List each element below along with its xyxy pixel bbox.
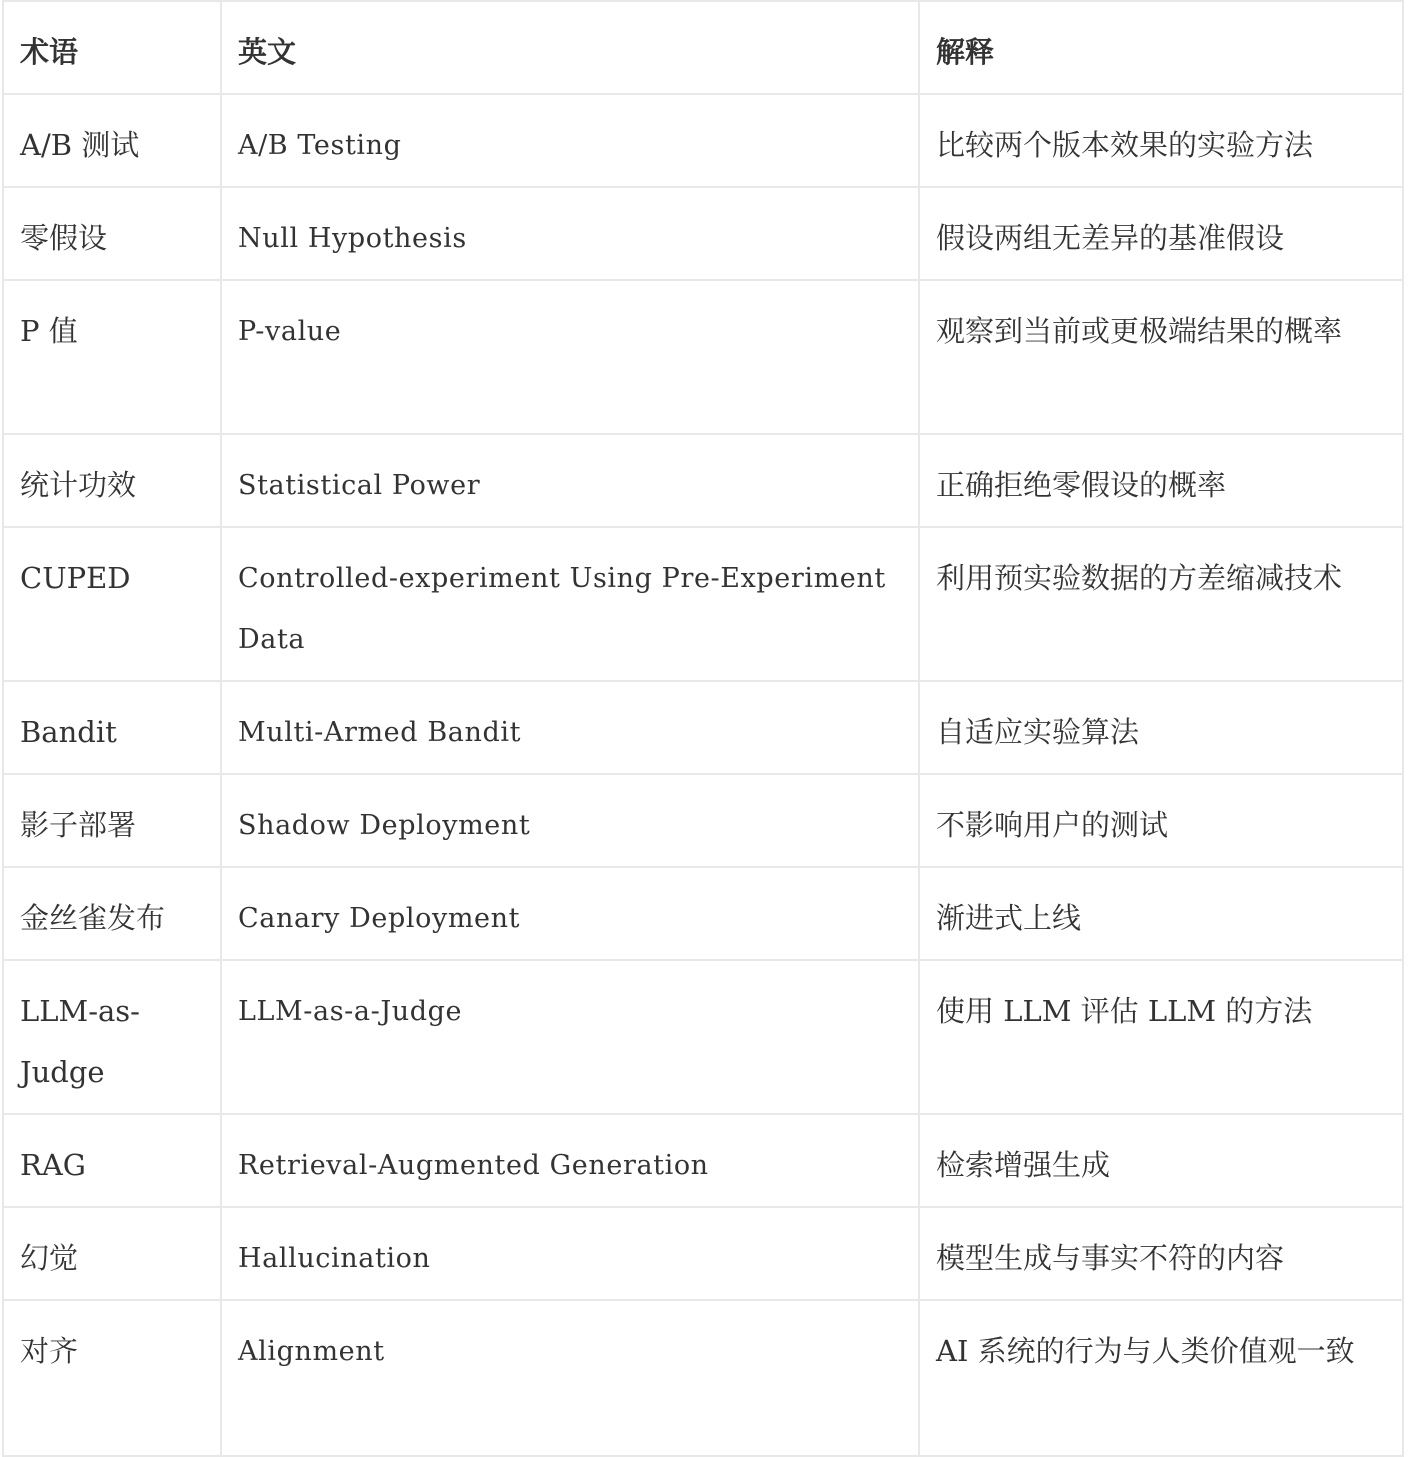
cell-explanation: 正确拒绝零假设的概率: [919, 434, 1403, 527]
header-english: 英文: [221, 1, 919, 94]
table-row: [3, 527, 1403, 681]
cell-explanation: AI 系统的行为与人类价值观一致: [919, 1300, 1403, 1456]
cell-explanation: 不影响用户的测试: [919, 774, 1403, 867]
cell-explanation: 渐进式上线: [919, 867, 1403, 960]
cell-term: CUPED: [3, 527, 221, 681]
cell-explanation: 检索增强生成: [919, 1114, 1403, 1207]
cell-explanation: 利用预实验数据的方差缩减技术: [919, 527, 1403, 681]
table-row: [3, 94, 1403, 187]
table-row: [3, 1114, 1403, 1207]
cell-explanation: 比较两个版本效果的实验方法: [919, 94, 1403, 187]
cell-term: Bandit: [3, 681, 221, 774]
cell-term: 影子部署: [3, 774, 221, 867]
table-row: [3, 280, 1403, 434]
cell-english: Retrieval-Augmented Generation: [221, 1114, 919, 1207]
cell-explanation: 自适应实验算法: [919, 681, 1403, 774]
cell-english: LLM-as-a-Judge: [221, 960, 919, 1114]
table-row: [3, 1300, 1403, 1456]
cell-term: 幻觉: [3, 1207, 221, 1300]
table-row: [3, 187, 1403, 280]
cell-explanation: 假设两组无差异的基准假设: [919, 187, 1403, 280]
cell-term: 零假设: [3, 187, 221, 280]
cell-english: Hallucination: [221, 1207, 919, 1300]
cell-explanation: 观察到当前或更极端结果的概率: [919, 280, 1403, 434]
cell-english: Controlled-experiment Using Pre-Experiment Data: [221, 527, 919, 681]
table-row: [3, 774, 1403, 867]
cell-english: Null Hypothesis: [221, 187, 919, 280]
cell-english: Alignment: [221, 1300, 919, 1456]
cell-english: A/B Testing: [221, 94, 919, 187]
table-row: [3, 960, 1403, 1114]
cell-term: A/B 测试: [3, 94, 221, 187]
header-explanation: 解释: [919, 1, 1403, 94]
cell-english: Shadow Deployment: [221, 774, 919, 867]
table-header-row: [3, 1, 1403, 94]
cell-term: 对齐: [3, 1300, 221, 1456]
cell-explanation: 使用 LLM 评估 LLM 的方法: [919, 960, 1403, 1114]
table-row: [3, 681, 1403, 774]
glossary-table: [2, 0, 1404, 1457]
cell-explanation: 模型生成与事实不符的内容: [919, 1207, 1403, 1300]
cell-term: 统计功效: [3, 434, 221, 527]
cell-term: LLM-as-Judge: [3, 960, 221, 1114]
cell-english: Multi-Armed Bandit: [221, 681, 919, 774]
table-row: [3, 434, 1403, 527]
cell-english: Statistical Power: [221, 434, 919, 527]
table-row: [3, 1207, 1403, 1300]
table-row: [3, 867, 1403, 960]
header-term: 术语: [3, 1, 221, 94]
cell-term: 金丝雀发布: [3, 867, 221, 960]
cell-term: RAG: [3, 1114, 221, 1207]
cell-english: Canary Deployment: [221, 867, 919, 960]
cell-term: P 值: [3, 280, 221, 434]
cell-english: P-value: [221, 280, 919, 434]
